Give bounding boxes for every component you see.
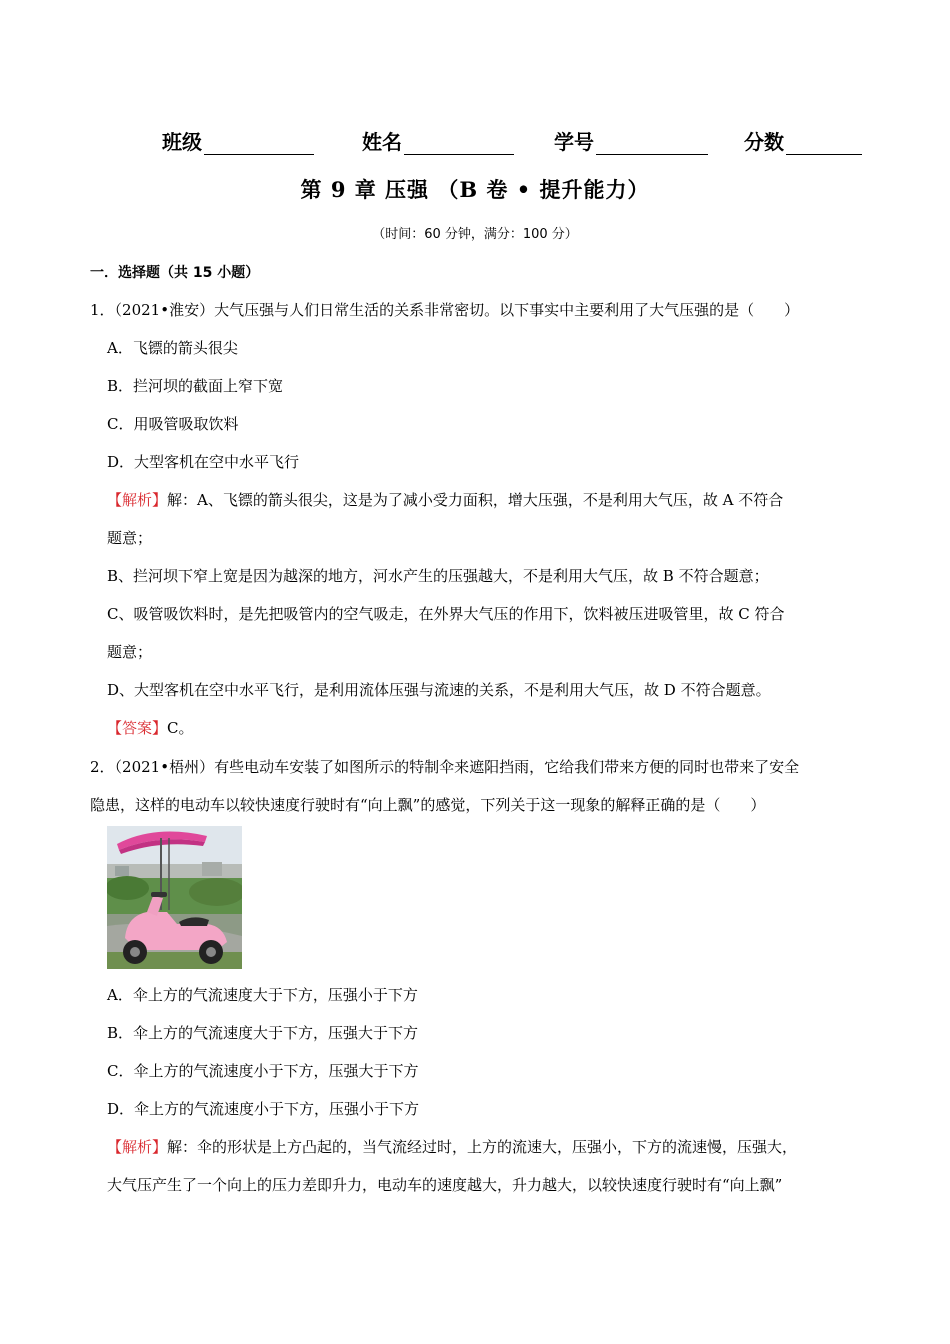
- question-2-stem-line-1: 2．（2021•梧州）有些电动车安装了如图所示的特制伞来遮阳挡雨，它给我们带来方便的同时也带来了安全: [90, 758, 800, 776]
- question-1-option-c[interactable]: C．用吸管吸取饮料: [107, 415, 239, 433]
- scooter-umbrella-photo: [107, 826, 242, 969]
- question-2-option-a[interactable]: A．伞上方的气流速度大于下方，压强小于下方: [107, 986, 418, 1004]
- student-info-fields: [162, 126, 867, 156]
- number-field[interactable]: [554, 126, 708, 155]
- class-blank[interactable]: [204, 134, 314, 155]
- question-1-option-a[interactable]: A．飞镖的箭头很尖: [107, 339, 238, 357]
- question-1-option-d[interactable]: D．大型客机在空中水平飞行: [107, 453, 300, 471]
- question-2-analysis-line-2: 大气压产生了一个向上的压力差即升力，电动车的速度越大，升力越大，以较快速度行驶时有“向上飘”: [107, 1176, 783, 1194]
- score-blank[interactable]: [786, 134, 862, 155]
- page-title: 第 9 章 压强 （B 卷 • 提升能力）: [300, 177, 650, 202]
- number-label: 学号: [554, 130, 594, 154]
- question-2-stem-line-2: 隐患，这样的电动车以较快速度行驶时有“向上飘”的感觉，下列关于这一现象的解释正确的是（ ）: [90, 796, 766, 814]
- class-label: 班级: [162, 130, 202, 154]
- number-blank[interactable]: [596, 134, 708, 155]
- question-1-analysis-line-2: 题意；: [107, 529, 153, 547]
- question-2-option-c[interactable]: C．伞上方的气流速度小于下方，压强大于下方: [107, 1062, 419, 1080]
- score-field[interactable]: [744, 126, 862, 155]
- answer-tag: 【答案】: [107, 719, 168, 737]
- name-blank[interactable]: [404, 134, 514, 155]
- analysis-tag: 【解析】: [107, 1138, 168, 1156]
- class-field[interactable]: [162, 126, 314, 155]
- score-label: 分数: [744, 130, 784, 154]
- section-heading: 一．选择题（共 15 小题）: [90, 265, 260, 281]
- question-1-answer: 【答案】C。: [107, 719, 194, 737]
- question-1-analysis-line-6: D、大型客机在空中水平飞行，是利用流体压强与流速的关系，不是利用大气压，故 D 不符合题意。: [107, 681, 771, 699]
- question-1-analysis-line-5: 题意；: [107, 643, 153, 661]
- question-2-analysis-line-1: 【解析】解：伞的形状是上方凸起的，当气流经过时，上方的流速大，压强小，下方的流速慢，压强大，: [107, 1138, 798, 1156]
- name-field[interactable]: [362, 126, 514, 155]
- analysis-tag: 【解析】: [107, 491, 168, 509]
- question-1-analysis-line-1: 【解析】解：A、飞镖的箭头很尖，这是为了减小受力面积，增大压强，不是利用大气压，故 A 不符合: [107, 491, 784, 509]
- name-label: 姓名: [362, 130, 402, 154]
- question-2-option-b[interactable]: B．伞上方的气流速度大于下方，压强大于下方: [107, 1024, 419, 1042]
- page-subtitle: （时间：60 分钟，满分：100 分）: [372, 227, 578, 242]
- question-1-stem: 1．（2021•淮安）大气压强与人们日常生活的关系非常密切。以下事实中主要利用了大气压强的是（ ）: [90, 301, 800, 319]
- question-1-option-b[interactable]: B．拦河坝的截面上窄下宽: [107, 377, 284, 395]
- question-1-analysis-line-4: C、吸管吸饮料时，是先把吸管内的空气吸走，在外界大气压的作用下，饮料被压进吸管里，故 C 符合: [107, 605, 785, 623]
- question-2-option-d[interactable]: D．伞上方的气流速度小于下方，压强小于下方: [107, 1100, 420, 1118]
- question-1-analysis-line-3: B、拦河坝下窄上宽是因为越深的地方，河水产生的压强越大，不是利用大气压，故 B 不符合题意；: [107, 567, 769, 585]
